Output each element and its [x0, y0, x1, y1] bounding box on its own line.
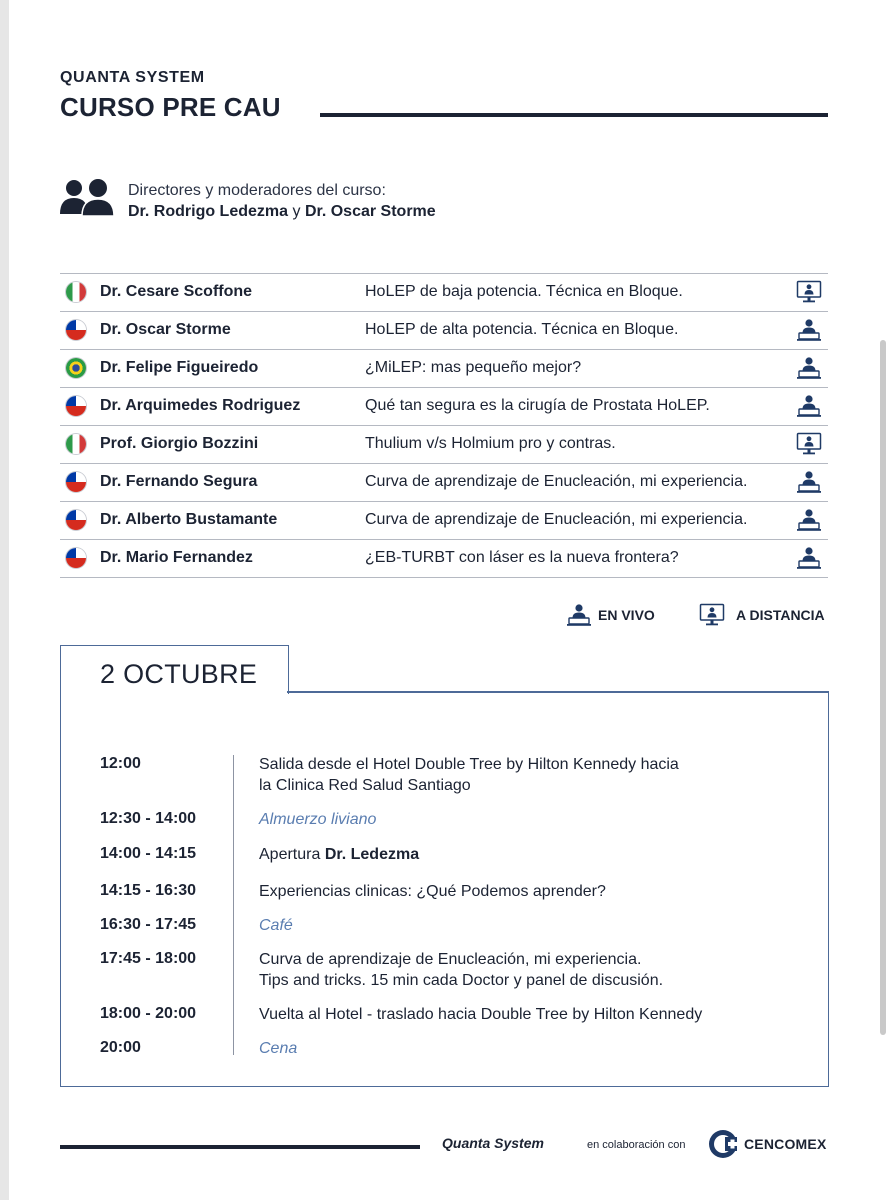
speaker-topic: Curva de aprendizaje de Enucleación, mi experiencia.	[365, 511, 748, 528]
speaker-topic: Thulium v/s Holmium pro y contras.	[365, 435, 616, 452]
speaker-name: Prof. Giorgio Bozzini	[100, 435, 259, 452]
chile-flag-icon	[66, 320, 86, 340]
footer-collab-text: en colaboración con	[587, 1139, 686, 1151]
chile-flag-icon	[66, 510, 86, 530]
speaker-topic: HoLEP de baja potencia. Técnica en Bloque.	[365, 283, 683, 300]
activity-line: Salida desde el Hotel Double Tree by Hilton Kennedy hacia	[259, 756, 679, 773]
speaker-name: Dr. Felipe Figueiredo	[100, 359, 259, 376]
schedule-activity: Cena	[259, 1040, 298, 1057]
speaker-topic: Curva de aprendizaje de Enucleación, mi experiencia.	[365, 473, 748, 490]
presenter-icon	[796, 318, 822, 342]
monitor-icon	[796, 280, 822, 304]
director-name: Dr. Rodrigo Ledezma	[128, 203, 289, 220]
presenter-icon	[796, 508, 822, 532]
brazil-flag-icon	[66, 358, 86, 378]
people-icon	[58, 178, 118, 218]
legend-live	[566, 602, 666, 630]
brand-label: QUANTA SYSTEM	[60, 69, 205, 86]
speaker-row	[60, 312, 828, 350]
italy-flag-icon	[66, 434, 86, 454]
speaker-name: Dr. Arquimedes Rodriguez	[100, 397, 301, 414]
chile-flag-icon	[66, 548, 86, 568]
director-name: Dr. Oscar Storme	[304, 203, 436, 220]
schedule-time: 16:30 - 17:45	[100, 916, 197, 933]
schedule-activity: Vuelta al Hotel - traslado hacia Double Tree by Hilton Kennedy	[259, 1006, 703, 1023]
speaker-name: Dr. Cesare Scoffone	[100, 283, 253, 300]
speaker-row	[60, 388, 828, 426]
schedule-time: 20:00	[100, 1039, 141, 1056]
speaker-row	[60, 464, 828, 502]
speaker-row	[60, 502, 828, 540]
schedule-time: 12:00	[100, 755, 141, 772]
schedule-time: 14:15 - 16:30	[100, 882, 197, 899]
title-divider	[320, 113, 828, 117]
footer-partner: CENCOMEX	[744, 1136, 827, 1152]
scrollbar[interactable]	[880, 340, 886, 1035]
schedule-divider	[233, 755, 234, 1055]
speaker-topic: ¿EB-TURBT con láser es la nueva frontera?	[365, 549, 679, 566]
monitor-icon	[796, 432, 822, 456]
schedule-activity: Almuerzo liviano	[259, 811, 377, 828]
page-edge	[0, 0, 9, 1200]
schedule-activity	[259, 844, 419, 865]
speaker-topic: HoLEP de alta potencia. Técnica en Bloque.	[365, 321, 679, 338]
presenter-icon	[796, 546, 822, 570]
speaker-name: Dr. Oscar Storme	[100, 321, 231, 338]
speaker-name: Dr. Mario Fernandez	[100, 549, 253, 566]
cencomex-logo-icon	[708, 1129, 738, 1159]
speaker-row	[60, 426, 828, 464]
schedule-box-top	[287, 691, 829, 693]
presenter-icon	[566, 602, 592, 628]
schedule-time: 18:00 - 20:00	[100, 1005, 197, 1022]
schedule-time: 14:00 - 14:15	[100, 845, 197, 862]
directors-connector: y	[292, 203, 301, 220]
presenter-icon	[796, 356, 822, 380]
legend-live-label: EN VIVO	[598, 607, 655, 623]
legend-remote	[699, 602, 829, 630]
activity-line: Curva de aprendizaje de Enucleación, mi experiencia.	[259, 951, 642, 968]
schedule-time: 12:30 - 14:00	[100, 810, 197, 827]
speaker-topic: Qué tan segura es la cirugía de Prostata HoLEP.	[365, 397, 710, 414]
presenter-icon	[796, 394, 822, 418]
schedule-time: 17:45 - 18:00	[100, 950, 197, 967]
schedule-activity	[259, 949, 663, 991]
speakers-table	[60, 273, 828, 578]
presenter-icon	[796, 470, 822, 494]
chile-flag-icon	[66, 396, 86, 416]
activity-line: Tips and tricks. 15 min cada Doctor y panel de discusión.	[259, 972, 664, 989]
legend-remote-label: A DISTANCIA	[736, 607, 825, 623]
speaker-name: Dr. Fernando Segura	[100, 473, 258, 490]
italy-flag-icon	[66, 282, 86, 302]
speaker-topic: ¿MiLEP: mas pequeño mejor?	[365, 359, 582, 376]
activity-speaker: Dr. Ledezma	[324, 846, 420, 863]
schedule-date: 2 OCTUBRE	[100, 659, 258, 689]
page-title: CURSO PRE CAU	[60, 92, 281, 122]
footer-divider	[60, 1145, 420, 1149]
directors-label: Directores y moderadores del curso:	[128, 182, 386, 199]
speaker-row	[60, 273, 828, 312]
footer-brand-logo: Quanta System	[442, 1135, 544, 1151]
speaker-row	[60, 540, 828, 578]
speaker-name: Dr. Alberto Bustamante	[100, 511, 278, 528]
chile-flag-icon	[66, 472, 86, 492]
monitor-icon	[699, 602, 725, 628]
schedule-activity: Café	[259, 917, 293, 934]
directors-names	[128, 203, 436, 221]
schedule-activity	[259, 754, 679, 796]
schedule-activity: Experiencias clinicas: ¿Qué Podemos aprender?	[259, 883, 606, 900]
activity-line: la Clinica Red Salud Santiago	[259, 777, 471, 794]
activity-text: Apertura	[259, 846, 321, 863]
speaker-row	[60, 350, 828, 388]
